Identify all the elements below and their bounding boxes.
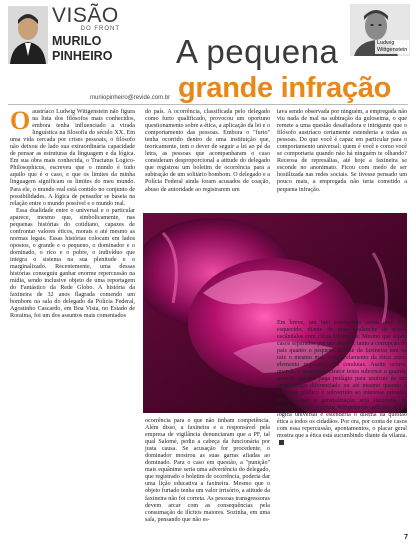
headline-line-1: A pequena [176,33,339,70]
paragraph [10,106,135,208]
portrait-caption-line-1: Ludwig [377,40,395,46]
author-photo [8,6,48,64]
paragraph: ocorrência para o que não tinham competência. Além disso, a faxineira e a responsável pela empresa de vigilância denunciaram que a PF, tal qual Salomé, pediu a cabeça da funcionária por justa causa. Se acusação for procedente, o dominador mostrou as suas garras afiadas ao dominado. Para o caso em questão, a "punição" mais equânime seria uma advertência do delegado, que registrado o boletim de ocorrência, poderia dar uma lição educativa a faxineira. Mesmo que o objeto furtado tenha um valor irrisório, a atitude da faxineira não foi correta. As pessoas transgressoras devem arcar com as consequências pela consumação de ilícitos maiores. Sozinha, em uma sala, pensando que não es- [145,418,270,523]
paragraph-text: austríaco Ludwig Wittgenstein não figura na lista dos filósofos mais conhecidos, embora tenha influenciado a virada linguística na filosofia do século XX. Em uma vida cercada por crises pessoais, o filósofo não deixou de lado sua extraordinária capacidade de pensar as estruturas da linguagem e da lógica. Em sua obra mais conhecida, o Tractatus Logico-Philosophicus, escreveu que o mundo é tudo aquilo que é o caso, e que os limites da minha linguagem significam os limites do meu mundo. Para ele, o mundo real está contido no conjunto de possibilidades. A lógica de pensador se baseia na relação entre o mundo possível e o mundo real. [10,109,135,207]
paragraph [277,320,407,447]
section-subname: DO FRONT [80,26,120,32]
article-column-3-bottom [277,320,407,447]
column-title [52,6,122,62]
article-column-2-top [145,109,270,194]
paragraph: Essa dualidade entre o universal e o particular aparece, mesmo que, simbolicamente, nas pequenas histórias do cotidiano, capazes de confrontar valores éticos, morais e até mesmo as normas legais. Essas histórias colocam em lados opostos, o grande e o pequeno, o dominador e o dominado, o rico e o pobre, o indivíduo que integra o sistema na sua plenitude e o marginalizado. Recentemente, uma dessas histórias conseguiu ganhar enorme repercussão na mídia, sendo inclusive objeto de uma reportagem do Fantástico da Rede Globo. A história da faxineira de 32 anos flagrada comendo um bombom na sala do delegado da Polícia Federal, Agostinho Cascardo, em Boa Vista, no Estado de Roraima, foi um dos assuntos mais comentados [10,207,135,320]
end-of-article-icon [279,440,284,445]
article-column-2-bottom [145,418,270,524]
portrait-caption-line-2: Wittgenstein [377,47,408,53]
author-last-name: PINHEIRO [52,49,113,63]
paragraph: do país. A ocorrência, classificada pelo delegado como furto qualificado, provocou um oportuno questionamento sobre a ética, a aplicação da lei e o comportamento das pessoas. Embora o "furto" tenha ocorrido dentro de uma instituição que, teoricamente, tem o dever de seguir a lei ao pé da letra, as pessoas que acompanharam o caso consideram desproporcional a atitude do delegado que registrou um boletim de ocorrência para a subtração de um solitário bombom. O delegado e a Polícia Federal ainda foram acusados de coação, abuso de autoridade ao registrarem um [145,109,270,193]
paragraph-text: Em breve, um fato corriqueiro como esse será esquecido, diante de uma avalanche de novos escândalos com cifras bilionárias. Mesmo que sejam casos separados por um abismo, tanto a corrupção do país quanto o pequeno deslize da faxineira tem na raiz o mesmo mal: o esfacelamento da ética como elemento regulador das condutas. Assim ocorre, quando o motorista infrator tenta subornar o guarda, quando alguém paga pedágio para usufruir de um atendimento diferenciado ou até mesmo quando o interesse público é subvertido ao interesse privado. Mesmo que a generalização seja incorreta, se estivesse vivo, Ludwig Wittgenstein aplicaria a sua lógica universal e estenderia o dilema da questão ética a todos os cidadãos. Por ora, por conta de casos com essa repercussão, apontamentos, o placar geral mostra que a ética está sucumbindo diante da vilania. [277,320,407,439]
drop-cap: O [10,106,31,135]
paragraph: tava sendo observada por ninguém, a empregada não viu nada de mal na subtração da guloseima, o que remete a uma questão desafiadora e intrigante que o filósofo austríaco certamente estenderia a todas as pessoas. Do que você é capaz em particular para o comportamento universal: quem é você e como você se comportaria quando não há ninguém te olhando? Receosa de represálias, até hoje a faxineira se esconde no anonimato. Ficou com medo de ser hostilizada nas redes sociais. Se tivesse pensado um pouco mais, a empregada não teria cometido a pequena infração. [277,109,407,193]
article-header [0,0,416,110]
portrait-caption [375,40,409,54]
header-divider [8,104,408,105]
article-column-3-top [277,109,407,194]
author-email[interactable]: muriiopinheiro@revide.com.br [90,95,171,101]
article-column-1 [10,106,135,320]
author-first-name: MURILO [52,34,102,48]
section-name: VISÃO [52,4,119,27]
page-number: 7 [404,534,408,541]
headline-line-2: grande infração [178,72,392,104]
